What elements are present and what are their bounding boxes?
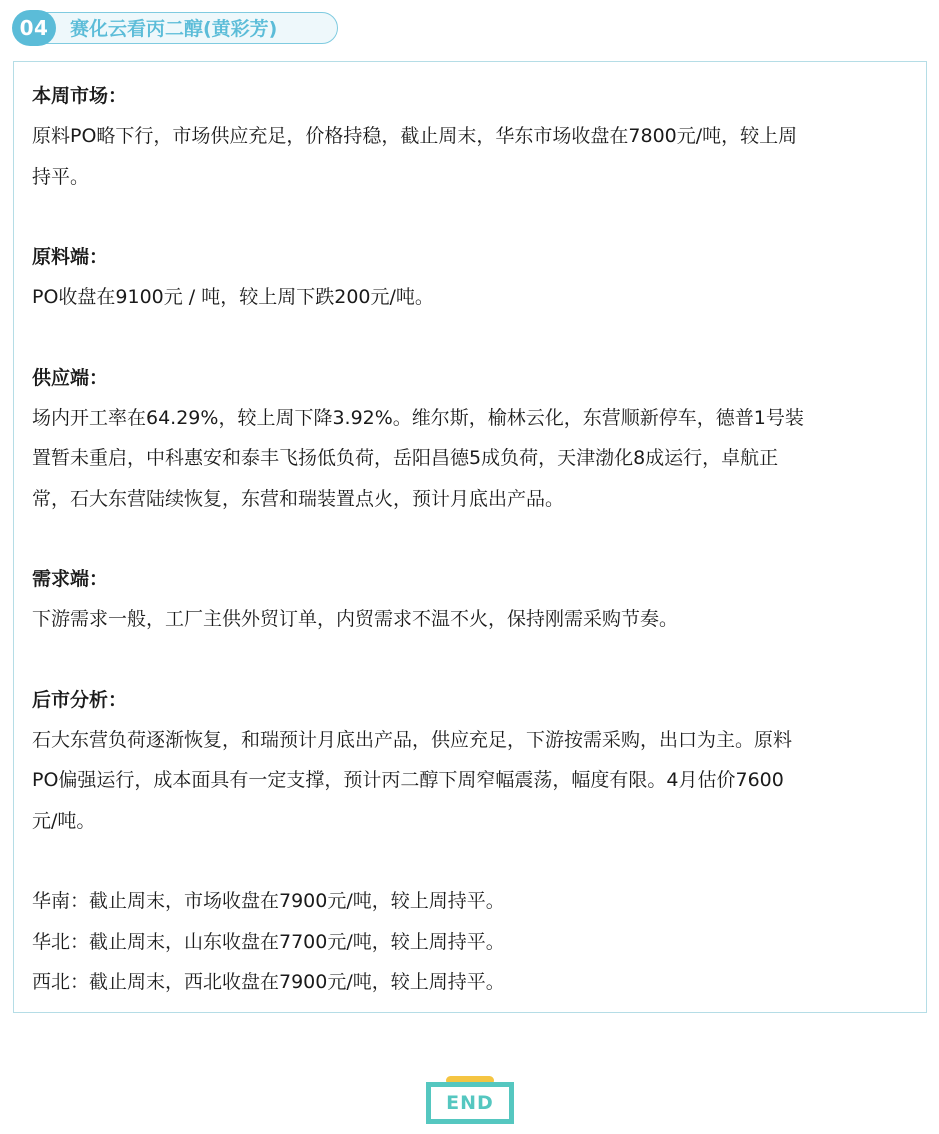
spacer	[32, 318, 908, 358]
section-outlook	[32, 680, 908, 842]
section-heading: 本周市场：	[32, 85, 128, 107]
section-heading: 后市分析：	[32, 688, 128, 711]
section-paragraph	[32, 599, 908, 640]
section-paragraph	[32, 398, 908, 520]
paragraph-line: 场内开工率在64.29%，较上周下降3.92%。维尔斯，榆林云化，东营顺新停车，德普1号装	[32, 406, 804, 429]
section-raw-material	[32, 237, 908, 318]
spacer	[32, 519, 908, 559]
section-market	[32, 76, 908, 197]
paragraph-line: 置暂未重启，中科惠安和泰丰飞扬低负荷，岳阳昌德5成负荷，天津渤化8成运行，卓航正	[32, 447, 779, 469]
spacer	[32, 197, 908, 237]
paragraph-line: 常，石大东营陆续恢复，东营和瑞装置点火，预计月底出产品。	[32, 487, 565, 510]
section-supply	[32, 358, 908, 520]
paragraph-line: PO收盘在9100元 / 吨，较上周下跌200元/吨。	[32, 286, 434, 308]
section-heading: 原料端：	[32, 246, 109, 268]
section-paragraph	[32, 116, 908, 197]
section-title: 赛化云看丙二醇(黄彩芳)	[70, 18, 278, 40]
section-number-badge: 04	[12, 10, 56, 46]
section-paragraph	[32, 720, 908, 842]
spacer	[32, 640, 908, 680]
region-south-china: 华南：截止周末，市场收盘在7900元/吨，较上周持平。	[32, 890, 505, 912]
region-northwest: 西北：截止周末，西北收盘在7900元/吨，较上周持平。	[32, 971, 505, 993]
end-badge	[426, 1074, 514, 1126]
end-label: END	[426, 1082, 514, 1124]
paragraph-line: 元/吨。	[32, 809, 96, 832]
paragraph-line: 原料PO略下行，市场供应充足，价格持稳，截止周末，华东市场收盘在7800元/吨，较上周	[32, 125, 798, 147]
regional-prices	[32, 881, 908, 1003]
section-paragraph	[32, 277, 908, 318]
paragraph-line: 下游需求一般，工厂主供外贸订单，内贸需求不温不火，保持刚需采购节奏。	[32, 608, 679, 630]
section-header	[12, 10, 340, 46]
spacer	[32, 841, 908, 881]
paragraph-line: 持平。	[32, 165, 90, 188]
report-content-box	[13, 61, 927, 1013]
region-north-china: 华北：截止周末，山东收盘在7700元/吨，较上周持平。	[32, 930, 505, 953]
paragraph-line: 石大东营负荷逐渐恢复，和瑞预计月底出产品，供应充足，下游按需采购，出口为主。原料	[32, 728, 793, 751]
section-demand	[32, 559, 908, 640]
paragraph-line: PO偏强运行，成本面具有一定支撑，预计丙二醇下周窄幅震荡，幅度有限。4月估价7600	[32, 769, 784, 791]
section-heading: 供应端：	[32, 366, 109, 389]
section-heading: 需求端：	[32, 568, 109, 590]
